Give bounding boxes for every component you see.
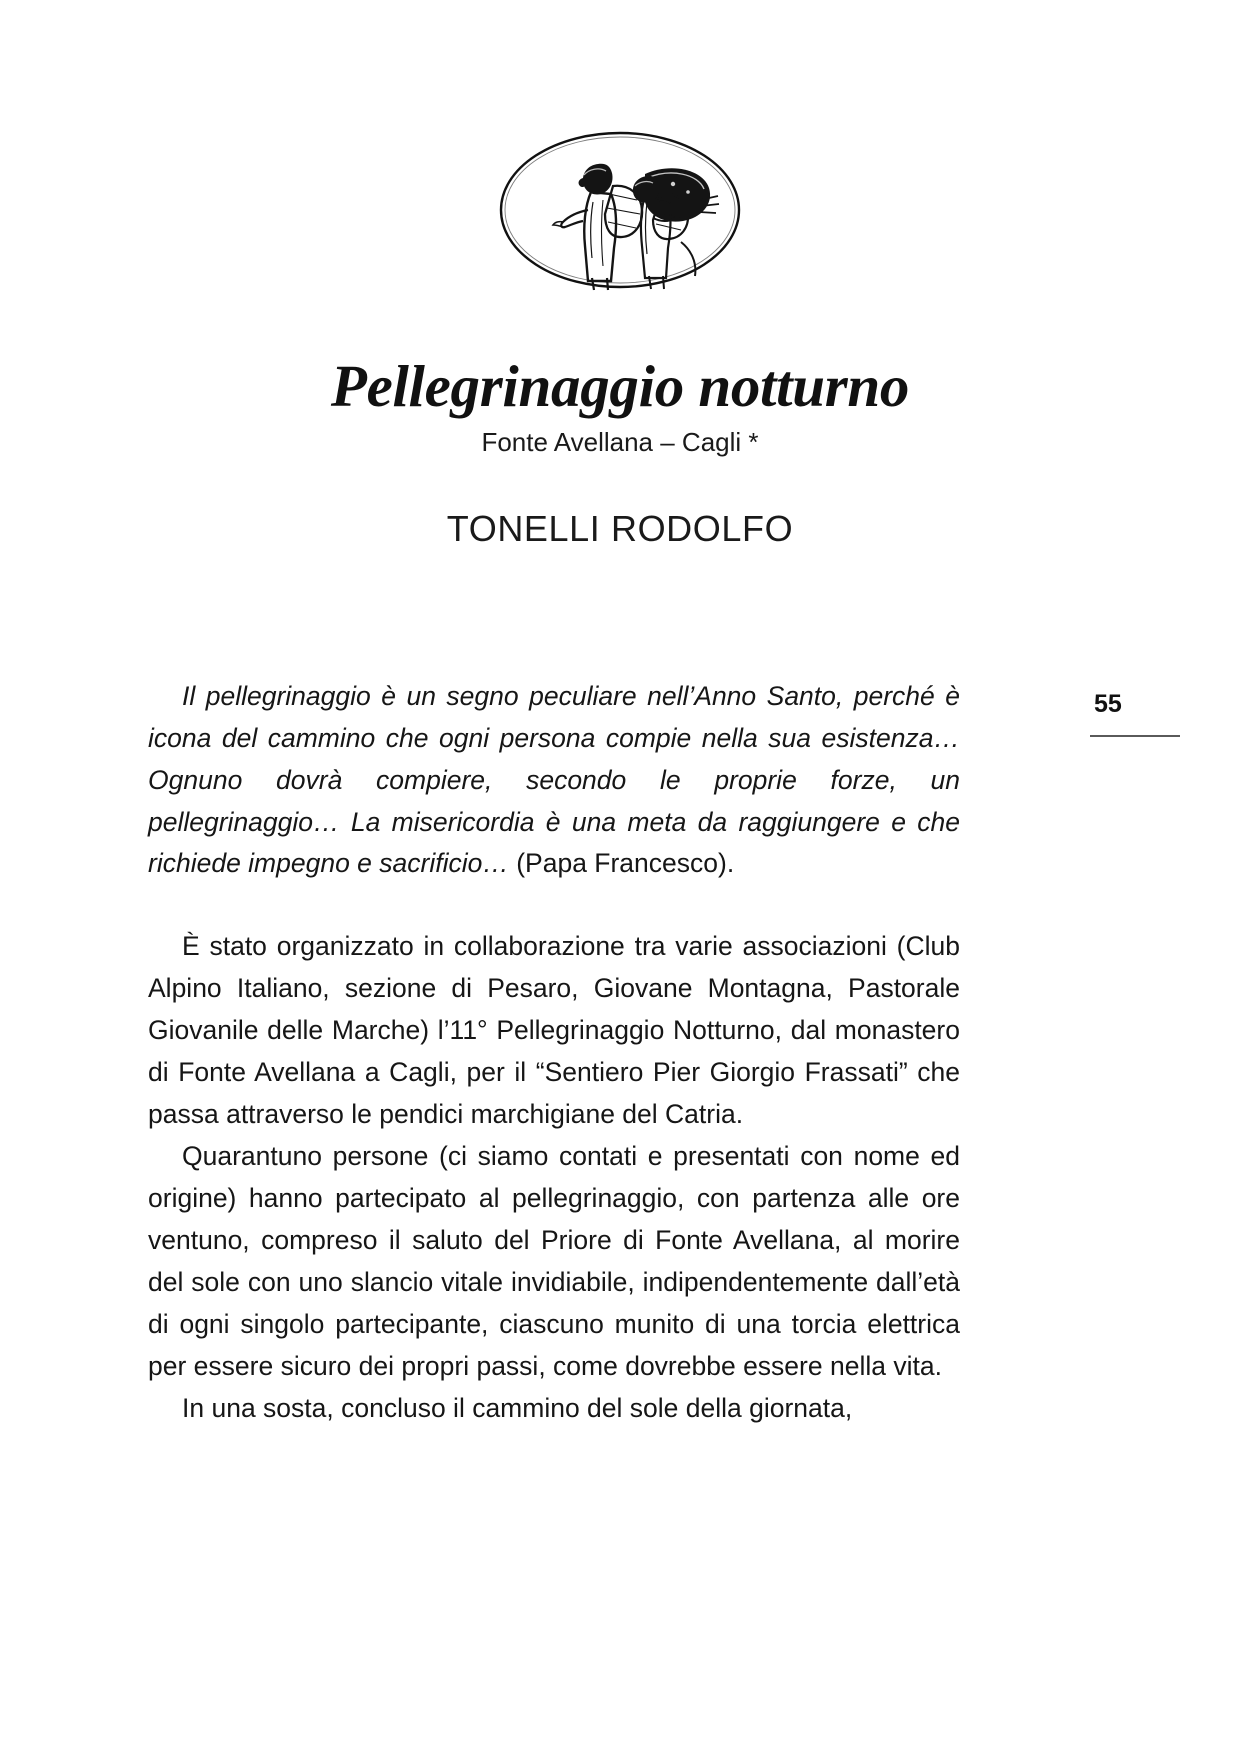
title-block xyxy=(0,353,1240,459)
body-paragraph-1: È stato organizzato in collaborazione tra varie associazioni (Club Alpino Italiano, sezione di Pesaro, Giovane Montagna, Pastorale Giovanile delle Marche) l’11° Pellegrinaggio Notturno, dal monastero di Fonte Avellana a Cagli, per il “Sentiero Pier Giorgio Frassati” che passa attraverso le pendici marchigiane del Catria. xyxy=(148,931,960,1130)
two-pilgrims-with-backpacks-in-oval-frame-icon xyxy=(495,126,745,294)
epigraph-quote xyxy=(148,676,960,885)
folio-divider xyxy=(1090,735,1180,737)
author-name: TONELLI RODOLFO xyxy=(446,508,794,549)
body-paragraph-3: In una sosta, concluso il cammino del sole della giornata, xyxy=(182,1393,853,1424)
epigraph-quote-text: Il pellegrinaggio è un segno peculiare nell’Anno Santo, perché è icona del cammino che ogni persona compie nella sua esistenza… Ognuno dovrà compiere, secondo le proprie forze, un pellegrinaggio… La misericordia è una meta da raggiungere e che richiede impegno e sacrificio… xyxy=(148,681,960,879)
page-number: 55 xyxy=(1094,690,1122,718)
epigraph-attribution: (Papa Francesco). xyxy=(508,848,735,879)
body-paragraph-2: Quarantuno persone (ci siamo contati e presentati con nome ed origine) hanno partecipato al pellegrinaggio, con partenza alle ore ventuno, compreso il saluto del Priore di Fonte Avellana, al morire del sole con uno slancio vitale invidiabile, indipendentemente dall’età di ogni singolo partecipante, ciascuno munito di una torcia elettrica per essere sicuro dei propri passi, come dovrebbe essere nella vita. xyxy=(148,1141,960,1382)
page-title: Pellegrinaggio notturno xyxy=(330,353,910,419)
body-text-column xyxy=(148,676,960,1429)
header-illustration-container xyxy=(0,126,1240,294)
folio xyxy=(1060,690,1180,737)
page-subtitle: Fonte Avellana – Cagli * xyxy=(481,427,759,458)
